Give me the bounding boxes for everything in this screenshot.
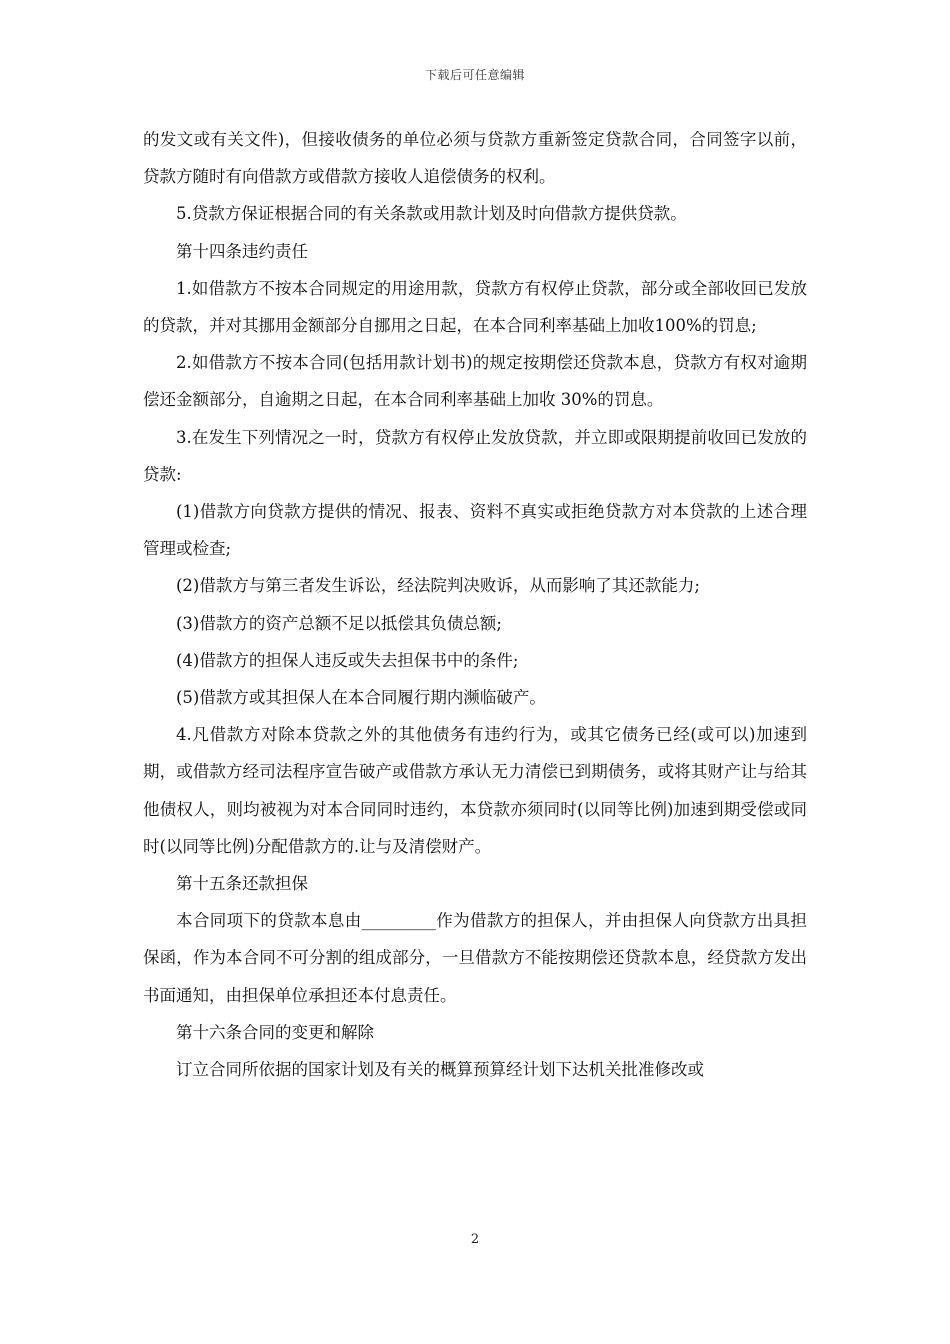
- paragraph-11: 4.凡借款方对除本贷款之外的其他债务有违约行为，或其它债务已经(或可以)加速到期，或借款方经司法程序宣告破产或借款方承认无力清偿已到期债务，或将其财产让与给其他债权人，则均被视为对本合同同时违约，本贷款亦须同时(以同等比例)加速到期受偿或同时(以同等比例)分配借款方的.让与及清偿财产。: [143, 725, 807, 856]
- section-heading-16: 第十六条合同的变更和解除: [176, 1022, 374, 1042]
- page-number: 2: [470, 1232, 480, 1247]
- paragraph-1: 的发文或有关文件)，但接收债务的单位必须与贷款方重新签定贷款合同，合同签字以前，贷款方随时有向借款方或借款方接收人追偿债务的权利。: [143, 130, 807, 187]
- paragraph-9: (4)借款方的担保人违反或失去担保书中的条件;: [176, 650, 519, 670]
- page-header: 下载后可任意编辑: [424, 68, 525, 82]
- paragraph-7: (2)借款方与第三者发生诉讼，经法院判决败诉，从而影响了其还款能力;: [176, 576, 700, 596]
- paragraph-4: 2.如借款方不按本合同(包括用款计划书)的规定按期偿还贷款本息，贷款方有权对逾期偿还金额部分，自逾期之日起，在本合同利率基础上加收 30%的罚息。: [143, 353, 807, 410]
- paragraph-2: 5.贷款方保证根据合同的有关条款或用款计划及时向借款方提供贷款。: [176, 204, 687, 224]
- document-body: [143, 121, 807, 1088]
- paragraph-5: 3.在发生下列情况之一时，贷款方有权停止发放贷款，并立即或限期提前收回已发放的贷款:: [143, 427, 807, 484]
- paragraph-10: (5)借款方或其担保人在本合同履行期内濒临破产。: [176, 688, 546, 708]
- paragraph-13: 订立合同所依据的国家计划及有关的概算预算经计划下达机关批准修改或: [176, 1060, 704, 1080]
- section-heading-15: 第十五条还款担保: [176, 874, 308, 894]
- paragraph-8: (3)借款方的资产总额不足以抵偿其负债总额;: [176, 613, 502, 633]
- paragraph-6: (1)借款方向贷款方提供的情况、报表、资料不真实或拒绝贷款方对本贷款的上述合理管理或检查;: [143, 502, 807, 559]
- section-heading-14: 第十四条违约责任: [176, 241, 308, 261]
- paragraph-12: 本合同项下的贷款本息由_________作为借款方的担保人，并由担保人向贷款方出具担保函，作为本合同不可分割的组成部分，一旦借款方不能按期偿还贷款本息，经贷款方发出书面通知，由担保单位承担还本付息责任。: [143, 911, 807, 1005]
- paragraph-3: 1.如借款方不按本合同规定的用途用款，贷款方有权停止贷款，部分或全部收回已发放的贷款，并对其挪用金额部分自挪用之日起，在本合同利率基础上加收100%的罚息;: [143, 278, 807, 336]
